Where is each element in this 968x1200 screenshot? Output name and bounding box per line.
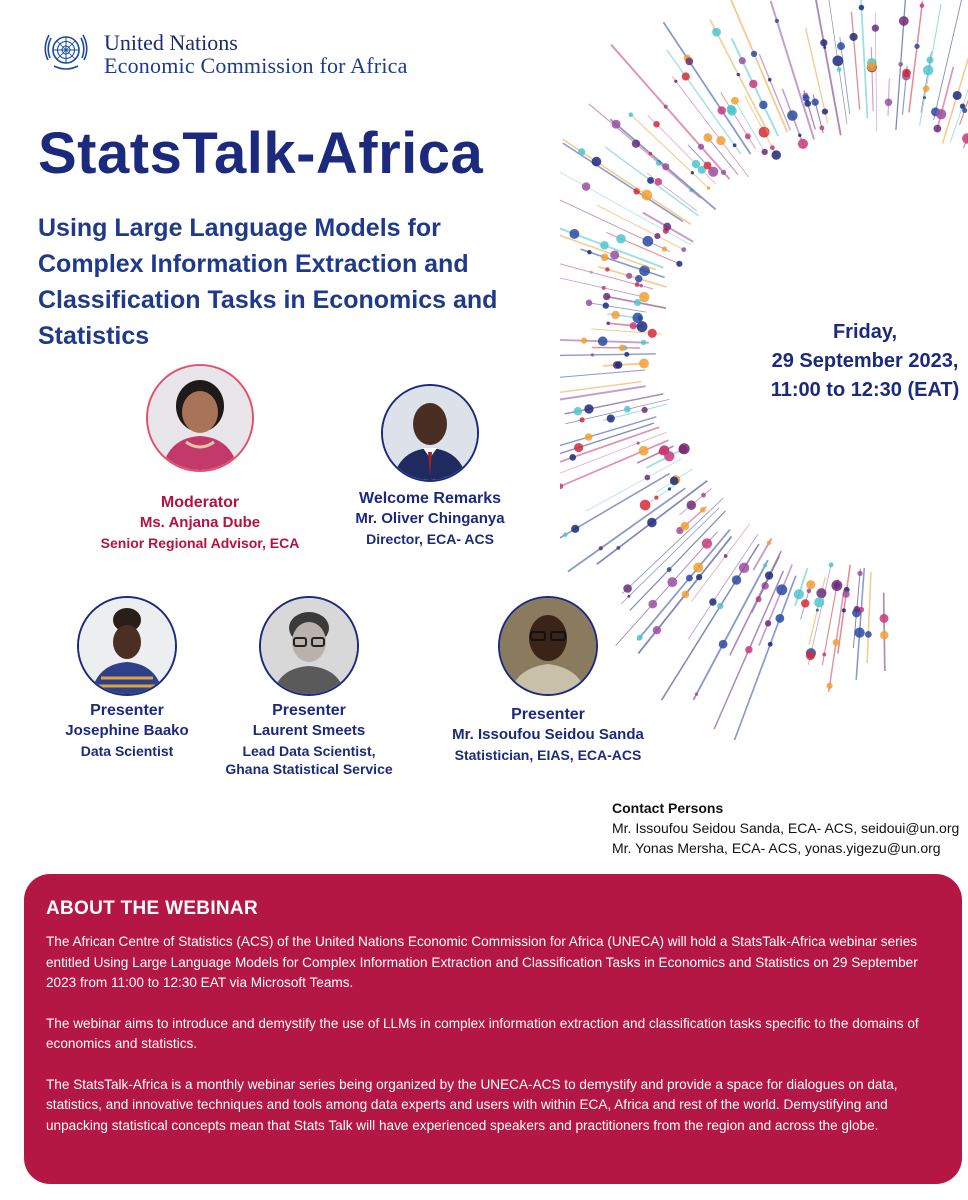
about-paragraph: The webinar aims to introduce and demystify the use of LLMs in complex information extraction and classification tasks specific to the domains of economics and statistics. [46,1015,919,1051]
decor-dot [934,125,942,133]
decor-dot [616,234,626,244]
decor-ray [679,488,711,515]
decor-dot [681,522,690,531]
decor-dot [737,73,740,76]
decor-dot [681,247,686,252]
about-paragraph: The African Centre of Statistics (ACS) of the United Nations Economic Commission for Africa (UNECA) will hold a StatsTalk-Africa webinar series entitled Using Large Language Models for Complex Information Extraction and Classification Tasks in Economics and Statistics on 29 September 2023 from 11:00 to 12:30 EAT via Microsoft Teams. [46,934,918,990]
decor-dot [826,683,832,689]
speaker-role: Presenter [90,702,164,719]
decor-dot [686,575,693,582]
event-day: Friday, [832,321,898,343]
decor-ray [629,113,709,189]
decor-dot [926,57,933,64]
decor-dot [857,571,862,576]
decor-dot [578,148,585,155]
decor-ray [603,363,645,365]
decor-dot [745,133,751,139]
decor-dot [718,106,726,114]
decor-dot [770,145,775,150]
decor-dot [569,229,579,239]
decor-dot [634,299,641,306]
speaker-title: Director, ECA- ACS [366,531,494,547]
decor-ray [560,370,645,380]
avatar [381,384,479,482]
decor-dot [816,609,819,612]
decor-dot [560,483,563,489]
speaker-welcome [330,384,530,548]
event-date: 29 September 2023, [771,350,959,372]
webinar-subtitle: Using Large Language Models for Complex Information Extraction and Classification Tasks in Economics and Statistics [38,214,498,350]
decor-dot [601,254,609,262]
decor-dot [603,293,610,300]
decor-dot [682,72,690,80]
decor-dot [632,313,642,323]
decor-dot [624,406,631,413]
speaker-title [214,742,404,778]
decor-dot [820,39,827,46]
decor-dot [902,69,911,78]
decor-dot [696,574,702,580]
decor-ray [759,54,790,130]
decor-dot [812,99,819,106]
decor-dot [854,627,864,637]
decor-dot [655,178,662,185]
decor-dot [822,108,828,114]
decor-ray [732,576,796,740]
speaker-presenter-2 [214,596,404,778]
decor-dot [667,567,672,572]
decor-dot [585,433,593,441]
decor-dot [619,345,625,351]
contact-line: Mr. Issoufou Seidou Sanda, ECA- ACS, seidoui@un.org [612,820,960,836]
decor-dot [923,96,926,99]
decor-dot [804,100,811,107]
decor-dot [569,454,576,461]
decor-dot [700,507,706,513]
decor-ray [710,19,769,134]
speaker-title-line-2: Ghana Statistical Service [225,761,393,777]
decor-ray [568,488,685,571]
decor-dot [739,563,749,573]
decor-dot [682,591,690,599]
decor-dot [648,329,657,338]
decor-ray [851,12,859,110]
decor-dot [816,588,826,598]
decor-dot [801,599,809,607]
decor-dot [695,693,698,696]
speaker-role: Presenter [511,706,585,723]
decor-dot [641,340,646,345]
decor-dot [707,186,710,189]
decor-dot [953,91,962,100]
decor-dot [849,33,857,41]
decor-ray [560,354,656,357]
decor-dot [719,640,728,649]
page-title: StatsTalk-Africa [38,121,484,186]
speaker-name: Laurent Smeets [252,722,366,739]
decor-dot [599,546,603,550]
decor-ray [950,63,968,142]
decor-dot [685,57,693,65]
speaker-moderator [100,364,300,552]
decor-dot [854,606,860,612]
decor-dot [798,134,801,137]
decor-dot [759,101,767,109]
decor-dot [885,98,893,106]
decor-dot [679,443,690,454]
decor-dot [641,190,652,201]
contacts-heading: Contact Persons [612,800,724,816]
avatar [146,364,254,472]
decor-ray [856,568,864,680]
decor-dot [598,336,608,346]
decor-dot [592,157,602,167]
decor-dot [831,580,842,591]
org-name: United Nations [104,30,238,55]
decor-dot [898,62,903,67]
decor-dot [787,110,798,121]
avatar [498,596,598,696]
decor-dot [739,57,746,64]
decor-dot [654,233,660,239]
decor-dot [642,236,653,247]
decor-dot [721,170,726,175]
decor-ray [937,67,954,131]
decor-dot [775,614,784,623]
decor-dot [635,275,642,282]
speaker-title-line-1: Lead Data Scientist, [242,743,376,759]
decor-dot [639,359,649,369]
speaker-title: Statistician, EIAS, ECA-ACS [454,747,642,763]
decor-dot [663,223,671,231]
decor-dot [768,642,773,647]
decor-dot [717,603,723,609]
decor-dot [606,321,610,325]
decor-dot [691,171,694,174]
decor-dot [649,152,653,156]
decor-dot [670,477,679,486]
decor-dot [586,300,593,307]
decor-dot [865,631,872,638]
speaker-presenter-1 [42,596,212,760]
decor-ray [611,45,730,180]
decor-ray [888,79,889,116]
decor-ray [621,508,719,604]
about-paragraph: The StatsTalk-Africa is a monthly webinar series being organized by the UNECA-ACS to demystify and provide a space for dialogues on data, statistics, and innovative techniques and tools among data experts and users with within ECA, Africa and rest of the world. Demystifying and unpacking statistical concepts mean that Stats Talk will have experienced speakers and practitioners from the region and across the globe. [46,1076,898,1133]
decor-dot [899,16,909,26]
decor-dot [962,133,968,143]
decor-dot [768,78,772,82]
decor-dot [563,532,567,536]
decor-dot [654,496,658,500]
decor-dot [662,163,669,170]
decor-ray [589,104,701,198]
decor-dot [765,620,771,626]
decor-dot [829,562,834,567]
speaker-name: Mr. Issoufou Seidou Sanda [452,726,644,743]
decor-dot [581,338,587,344]
decor-dot [724,554,728,558]
decor-dot [602,286,606,290]
decor-dot [687,500,697,510]
decor-dot [819,125,824,130]
decor-dot [664,105,668,109]
contact-persons [612,800,962,856]
decor-dot [698,144,704,150]
decor-dot [630,322,637,329]
speaker-role: Presenter [272,702,346,719]
decor-dot [640,500,651,511]
decor-dot [807,589,812,594]
decor-dot [872,25,879,32]
decor-dot [806,651,815,660]
decor-dot [574,443,583,452]
decor-dot [751,51,757,57]
decor-dot [591,353,594,356]
decor-dot [762,149,768,155]
speaker-role: Moderator [160,494,240,511]
decor-dot [732,575,741,584]
decor-dot [837,67,842,72]
decor-dot [823,46,826,49]
decor-ray [812,0,840,135]
decor-dot [610,250,619,259]
decor-dot [667,577,677,587]
decor-dot [962,108,967,113]
decor-dot [727,106,736,115]
speaker-role: Welcome Remarks [359,490,501,507]
decor-dot [822,652,826,656]
decor-dot [639,284,642,287]
decor-dot [637,442,640,445]
decor-ray [909,1,923,112]
decor-dot [607,414,615,422]
decor-dot [644,475,650,481]
decor-ray [963,30,968,148]
decor-dot [629,112,634,117]
speaker-name: Mr. Oliver Chinganya [355,510,505,527]
decor-dot [703,133,712,142]
decor-dot [716,136,725,145]
decor-dot [704,162,712,170]
decor-dot [920,3,925,8]
decor-dot [624,352,629,357]
decor-dot [674,80,677,83]
event-datetime [770,318,960,405]
decor-dot [936,109,946,119]
un-emblem-icon [40,28,92,74]
about-webinar-section [24,874,962,1184]
decor-dot [765,571,773,579]
decor-dot [833,639,840,646]
decor-dot [639,446,649,456]
decor-dot [859,5,865,11]
decor-dot [639,292,649,302]
decor-dot [702,538,712,548]
decor-dot [659,445,669,455]
decor-dot [745,646,752,653]
speaker-name: Josephine Baako [65,722,189,739]
decor-dot [837,42,845,50]
decor-dot [775,19,779,23]
decor-dot [733,143,737,147]
decor-ray [688,534,757,639]
about-heading: ABOUT THE WEBINAR [46,898,258,919]
org-header [40,26,470,76]
decor-dot [794,589,804,599]
decor-dot [587,250,591,254]
decor-dot [814,597,824,607]
speaker-presenter-3 [418,596,678,764]
decor-dot [806,580,815,589]
decor-dot [605,267,609,271]
decor-dot [692,160,700,168]
speaker-title: Senior Regional Advisor, ECA [100,535,300,551]
decor-ray [920,4,941,126]
decor-dot [798,139,808,149]
decor-ray [943,2,968,143]
decor-ray [871,47,873,111]
decor-dot [574,407,582,415]
decor-dot [600,241,609,250]
decor-dot [668,487,671,490]
decor-dot [914,44,919,49]
decor-dot [767,540,772,545]
decor-dot [582,182,590,190]
decor-ray [759,564,792,645]
decor-dot [611,311,619,319]
event-time: 11:00 to 12:30 (EAT) [770,379,960,401]
decor-dot [867,62,877,72]
decor-dot [771,150,781,160]
decor-dot [842,608,846,612]
decor-dot [880,614,889,623]
decor-dot [590,271,593,274]
decor-dot [676,261,682,267]
decor-dot [709,598,716,605]
decor-dot [701,493,706,498]
decor-dot [693,562,703,572]
commission-name: Economic Commission for Africa [104,53,408,78]
decor-dot [712,28,721,37]
decor-dot [923,85,930,92]
decor-dot [749,80,757,88]
avatar [259,596,359,696]
decor-dot [603,302,609,308]
decor-dot [616,546,620,550]
decor-dot [776,584,787,595]
decor-dot [653,121,660,128]
decor-dot [623,584,632,593]
decor-dot [763,563,767,567]
decor-dot [731,97,739,105]
decor-dot [571,525,579,533]
decor-dot [626,273,632,279]
decor-dot [635,282,640,287]
decor-dot [615,361,623,369]
speaker-title: Data Scientist [80,743,174,759]
decor-dot [584,404,593,413]
decor-dot [647,518,657,528]
contact-line: Mr. Yonas Mersha, ECA- ACS, yonas.yigezu@un.org [612,840,941,856]
decor-ray [867,572,871,663]
decor-dot [832,55,843,66]
decor-dot [662,246,667,251]
avatar [77,596,177,696]
decor-ray [647,173,697,211]
decor-dot [612,120,621,129]
speaker-name: Ms. Anjana Dube [139,514,261,531]
decor-dot [579,417,584,422]
decor-dot [880,631,888,639]
decor-dot [642,407,648,413]
